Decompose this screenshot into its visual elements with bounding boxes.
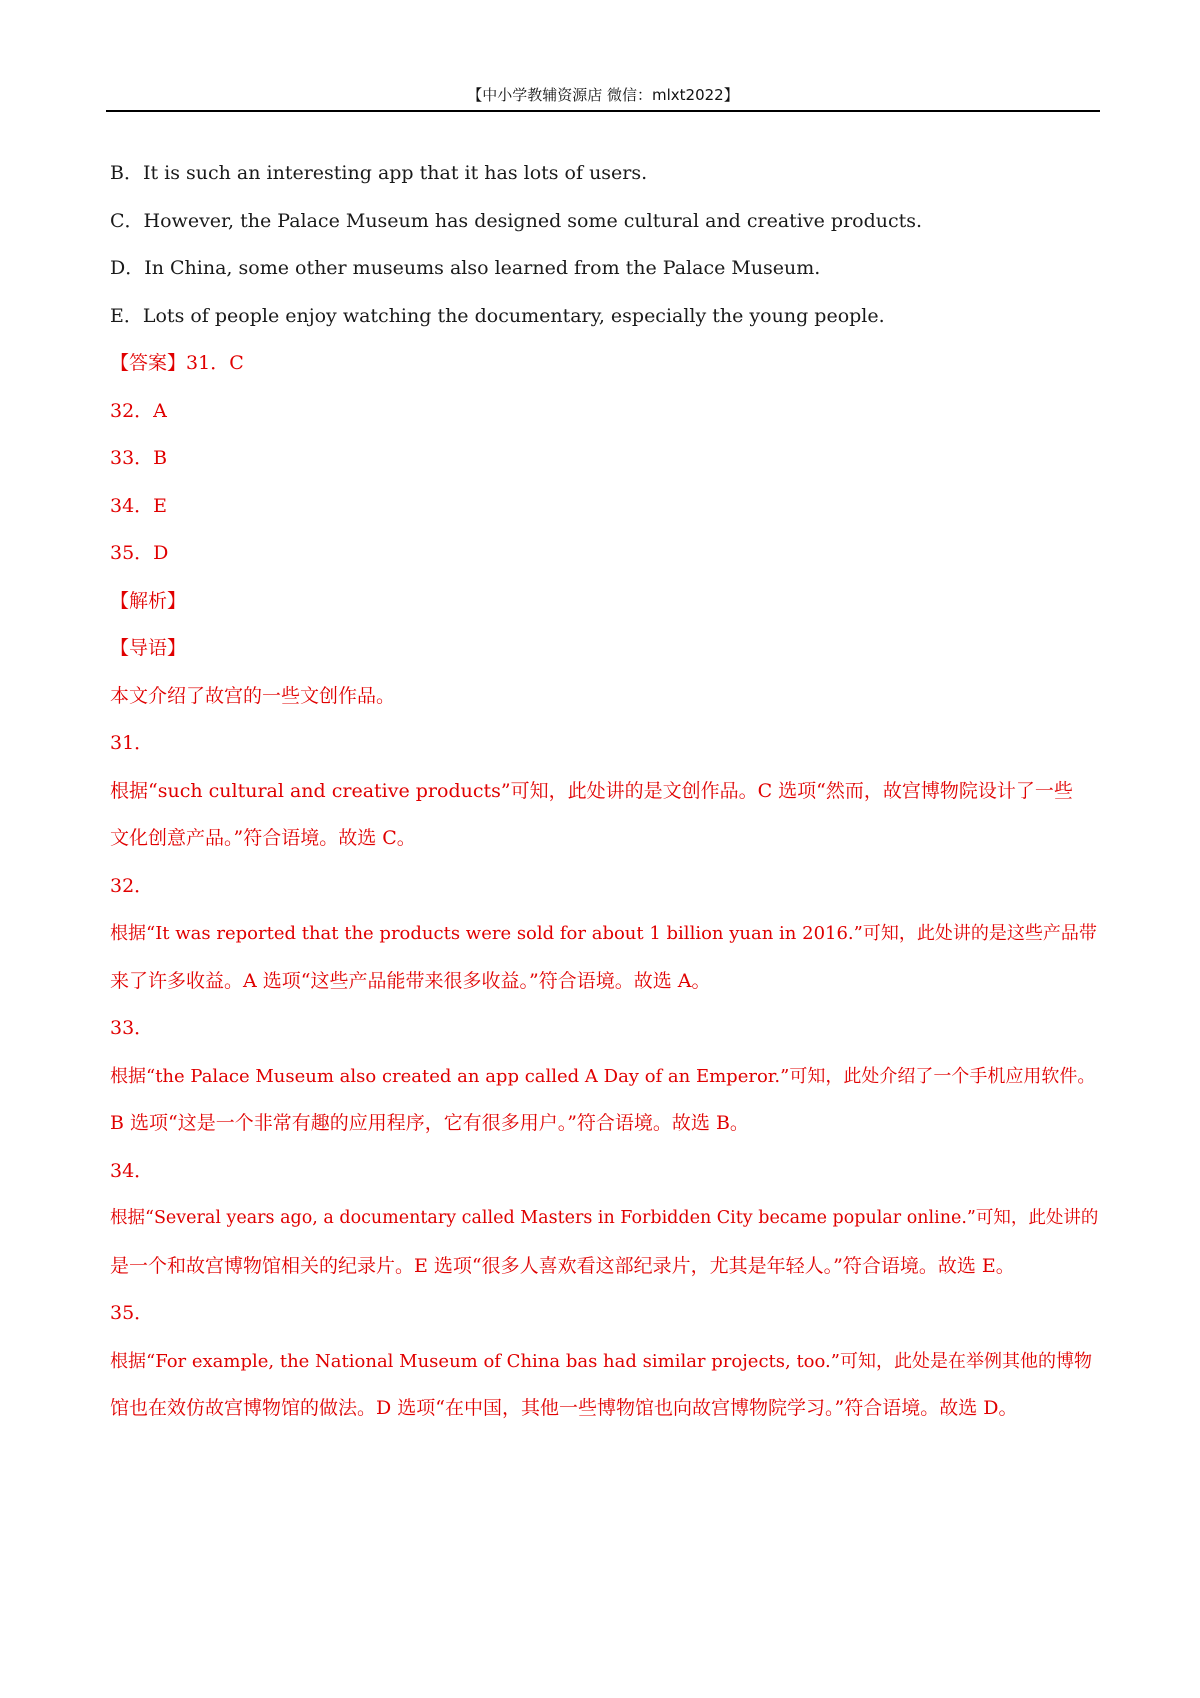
option-letter: B． <box>110 162 143 184</box>
document-body <box>110 150 1100 1433</box>
analysis-text-line: 来了许多收益。A 选项“这些产品能带来很多收益。”符合语境。故选 A。 <box>110 969 711 992</box>
answer-label: 【答案】 <box>110 352 187 374</box>
answer-item: 32．A <box>110 399 167 422</box>
analysis-text-line: 根据“the Palace Museum also created an app called A Day of an Emperor.”可知，此处介绍了一个手机应用软件。 <box>110 1065 1096 1087</box>
analysis-number: 32． <box>110 874 154 897</box>
analysis-text-line: 根据“It was reported that the products were sold for about 1 billion yuan in 2016.”可知，此处讲的是这些产品带 <box>110 923 1097 944</box>
intro-text: 本文介绍了故宫的一些文创作品。 <box>110 684 396 707</box>
analysis-text-line: 馆也在效仿故宫博物馆的做法。D 选项“在中国，其他一些博物馆也向故宫博物院学习。”符合语境。故选 D。 <box>110 1397 1018 1419</box>
analysis-number: 34． <box>110 1159 154 1182</box>
answer-item: 31．C <box>186 352 244 374</box>
analysis-number: 31． <box>110 732 154 754</box>
option-letter: D． <box>110 257 145 279</box>
option-c <box>110 198 1100 246</box>
option-text: Lots of people enjoy watching the documentary, especially the young people. <box>142 304 885 327</box>
analysis-text-line: 是一个和故宫博物馆相关的纪录片。E 选项“很多人喜欢看这部纪录片，尤其是年轻人。”符合语境。故选 E。 <box>110 1254 1015 1277</box>
answer-item: 35．D <box>110 542 169 564</box>
analysis-number: 33． <box>110 1017 154 1039</box>
option-b <box>110 150 1100 198</box>
option-letter: E． <box>110 304 143 327</box>
answer-item: 34．E <box>110 494 168 517</box>
intro-label: 【导语】 <box>110 637 187 659</box>
option-letter: C． <box>110 209 144 232</box>
option-text: In China, some other museums also learned from the Palace Museum. <box>144 257 821 279</box>
analysis-text-line: 根据“For example, the National Museum of China bas had similar projects, too.”可知，此处是在举例其他的博物 <box>110 1350 1092 1372</box>
analysis-text-line: 根据“Several years ago, a documentary called Masters in Forbidden City became popular online.”可知，此处讲的 <box>110 1208 1099 1228</box>
option-text: It is such an interesting app that it has lots of users. <box>142 162 648 184</box>
analysis-label: 【解析】 <box>110 589 187 612</box>
analysis-text-line: 根据“such cultural and creative products”可知，此处讲的是文创作品。C 选项“然而，故宫博物院设计了一些 <box>110 779 1073 802</box>
answer-line <box>110 340 1100 388</box>
analysis-text-line: B 选项“这是一个非常有趣的应用程序，它有很多用户。”符合语境。故选 B。 <box>110 1112 749 1134</box>
analysis-number: 35． <box>110 1302 154 1324</box>
page-header: 【中小学教辅资源店 微信：mlxt2022】 <box>106 84 1100 112</box>
answer-item: 33．B <box>110 447 168 469</box>
option-e <box>110 293 1100 341</box>
option-d <box>110 245 1100 293</box>
option-text: However, the Palace Museum has designed some cultural and creative products. <box>143 209 923 232</box>
analysis-text-line: 文化创意产品。”符合语境。故选 C。 <box>110 827 416 849</box>
